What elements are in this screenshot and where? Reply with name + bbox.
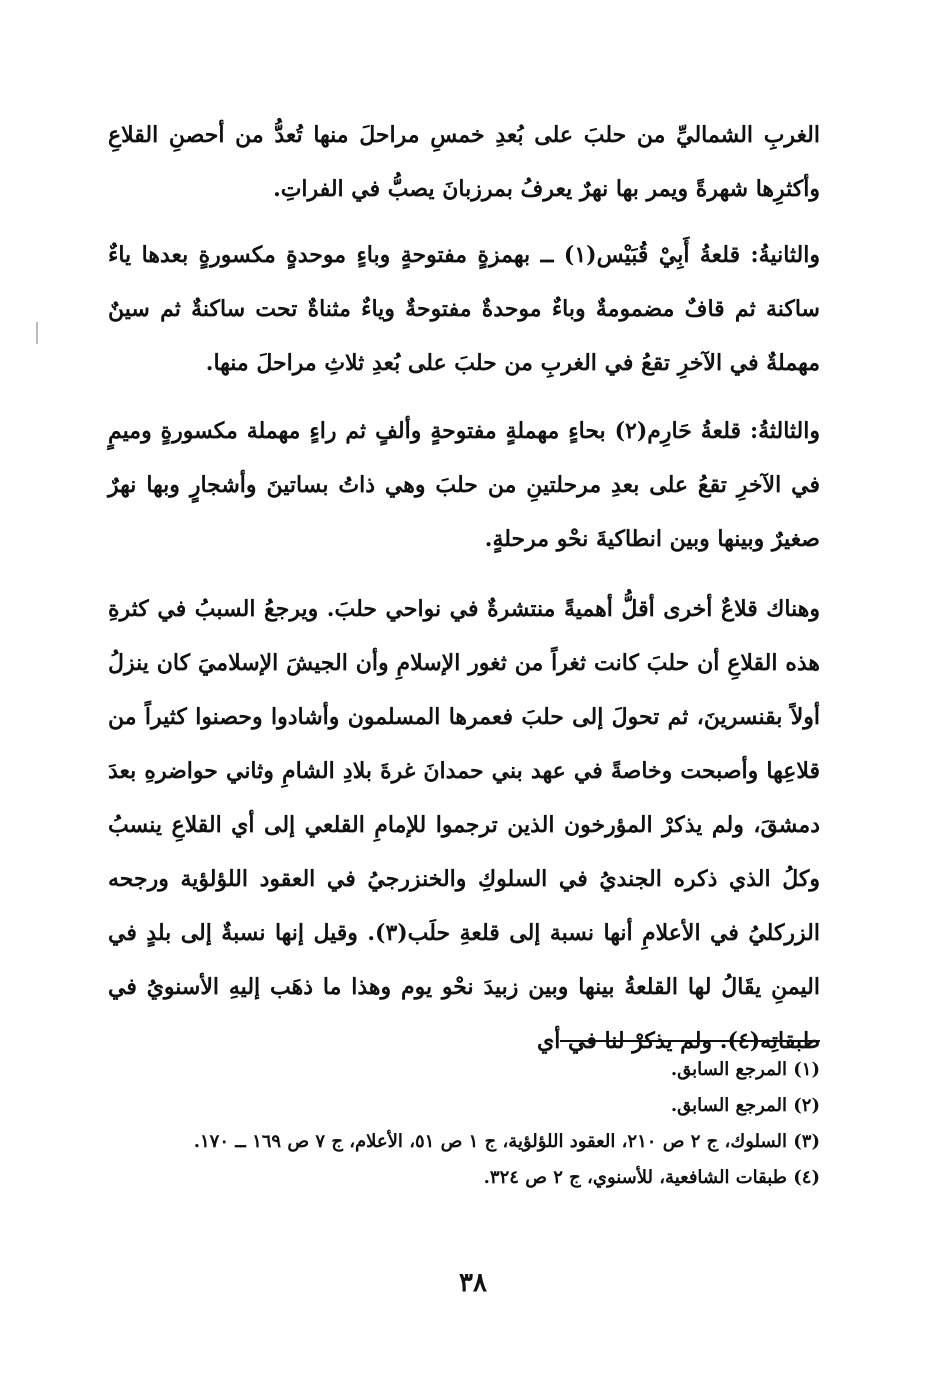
footnote-4: (٤) طبقات الشافعية، للأسنوي، ج ٢ ص ٣٢٤.	[483, 1167, 820, 1188]
paragraph-3: والثالثةُ: قلعةُ حَارِم(٢) بحاءٍ مهملةٍ مفتوحةٍ وألفٍ ثم راءٍ مهملة مكسورةٍ وميمٍ في الآخرِ تقعُ على بعدِ مرحلتينِ من حلبَ وهي ذاتُ بساتينَ وأشجارٍ وبها نهرٌ صغيرٌ وبينها وبين انطاكيةَ نحْو مرحلةٍ.	[108, 418, 820, 552]
paragraph-1: الغربِ الشماليِّ من حلبَ على بُعدِ خمسِ مراحلَ منها تُعدُّ من أحصنِ القلاعِ وأكثرِها شهرةً ويمر بها نهرٌ يعرفُ بمرزبانَ يصبُّ في الفراتِ.	[108, 122, 820, 202]
paragraph-2: والثانيةُ: قلعةُ أَبِيْ قُبَيْس(١) ــ بهمزةٍ مفتوحةٍ وباءٍ موحدةٍ مكسورةٍ بعدها ياءٌ ساكنة ثم قافٌ مضمومةٌ وباءٌ موحدةٌ مفتوحةٌ وياءٌ مثناةٌ تحت ساكنةٌ ثم سينٌ مهملةٌ في الآخرِ تقعُ في الغربِ من حلبَ على بُعدِ ثلاثِ مراحلَ منها.	[108, 242, 820, 376]
footnote-3: (٣) السلوك، ج ٢ ص ٢١٠، العقود اللؤلؤية، ج ١ ص ٥١، الأعلام، ج ٧ ص ١٦٩ ــ ١٧٠.	[193, 1131, 820, 1152]
footnotes	[108, 1052, 820, 1196]
paragraph-4: وهناك قلاعٌ أخرى أقلُّ أهميةً منتشرةٌ في نواحي حلبَ. ويرجعُ السببُ في كثرةِ هذه القلاعِ أن حلبَ كانت ثغراً من ثغور الإسلامِ وأن الجيشَ الإسلاميَ كان ينزلُ أولاً بقنسرينَ، ثم تحولَ إلى حلبَ فعمرها المسلمون وأشادوا وحصنوا كثيراً من قلاعِها وأصبحت وخاصةً في عهد بني حمدانَ غرةَ بلادِ الشامِ وثاني حواضرهِ بعدَ دمشقَ، ولم يذكرْ المؤرخون الذين ترجموا للإمامِ القلعي إلى أي القلاعِ ينسبُ وكلُ الذي ذكره الجنديُ في السلوكِ والخنزرجيُ في العقود اللؤلؤية ورجحه الزركليُ في الأعلامِ أنها نسبة إلى قلعةِ حلَب(٣). وقيل إنها نسبةٌ إلى بلدٍ في اليمنِ يقَالُ لها القلعةُ بينها وبين زبيدَ نحْو يوم وهذا ما ذهَب إليهِ الأسنويُ في طبقاتِه(٤). ولم يذكرْ لنا في أي	[108, 596, 820, 1054]
page-number: ٣٨	[459, 1268, 487, 1298]
footnote-1: (١) المرجع السابق.	[670, 1059, 820, 1080]
footnote-separator	[560, 1040, 820, 1042]
page-body	[108, 108, 820, 1084]
margin-mark	[36, 322, 38, 344]
footnote-2: (٢) المرجع السابق.	[670, 1095, 820, 1116]
